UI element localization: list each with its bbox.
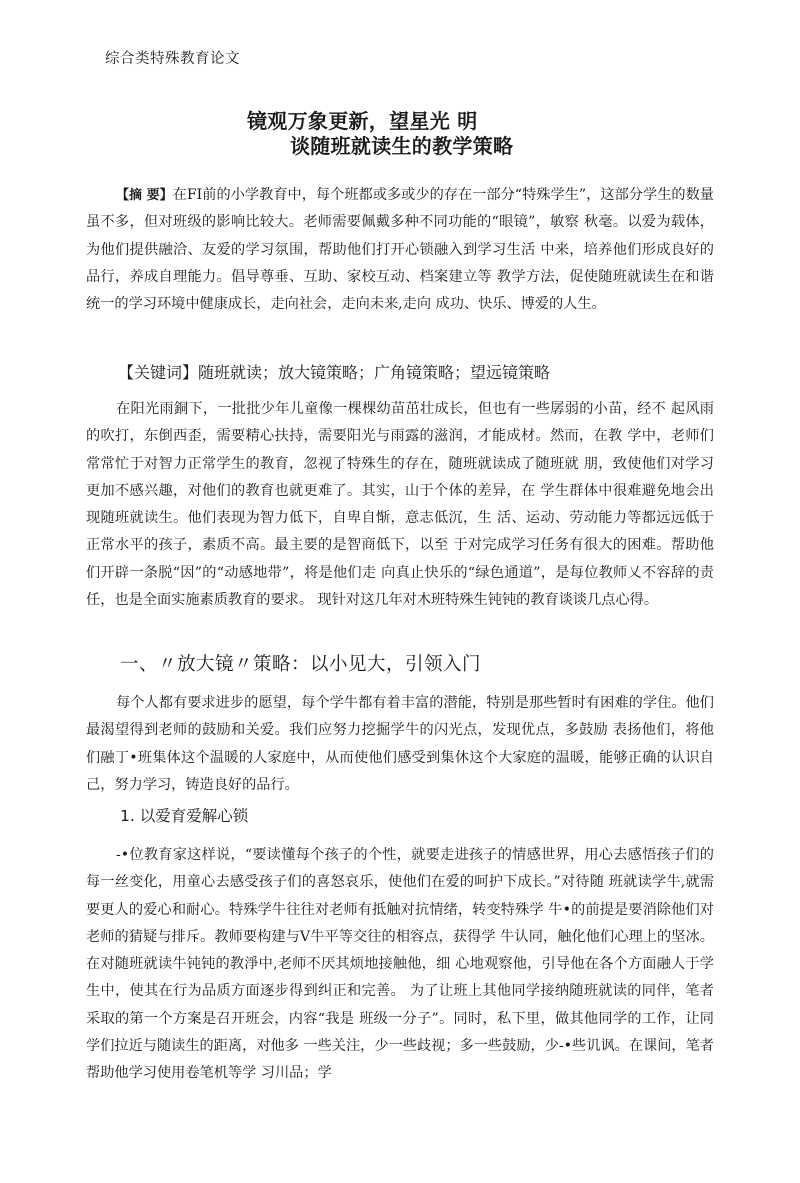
abstract-text: 在FI前的小学教育中，每个班都或多或少的存在一部分“特殊学生”，这部分学生的数量虽不多，但对班级的影响比较大。老师需要佩戴多种不同功能的“眼镜”，敏察 秋毫。以爱为载体，为他们提供融洽、友爱的学习氛围，帮助他们打开心锁融入到学习生活 中来，培养他们形成良好的品行，养成自理能力。倡导尊垂、互助、家校互动、档案建立等 教学方法，促使随班就读生在和谐统一的学习环境中健康成长，走向社会，走向未来,走向 成功、快乐、博爱的人生。 <box>86 187 714 313</box>
abstract-label: 【摘 要】 <box>116 188 173 203</box>
intro-paragraph: 在阳光雨銅下，一批批少年儿童像一棵棵幼苗茁壮成长，但也有一些孱弱的小苗，经不 起风雨的吹打，东倒西歪，需要精心扶持，需要阳光与雨露的滋润，才能成材。然而，在教 学中，老师们常常忙于对智力正常学生的教育，忽视了特殊生的存在，随班就读成了随班就 朋，致使他们对学习更加不感兴趣，对他们的教育也就更难了。其实，山于个体的差异，在 学生群体中很难避免地会出现随班就读生。他们表现为智力低下，自卑自惭，意志低沉，生 活、运动、劳动能力等都远远低于正常水平的孩子，素质不高。最主要的是智商低下，以至 于对完成学习任务有很大的困难。帮助他们开辟一条脱“因”的“动感地带”，将是他们走 向真止快乐的“绿色通道”，是每位教师乂不容辞的责任，也是全面实施素质教育的要求。 现针对这几年对木班特殊生钝钝的教育谈谈几点心得。 <box>86 401 714 609</box>
subsection-heading-1: 1. 以爱育爱解心锁 <box>120 807 249 825</box>
abstract-paragraph <box>86 182 714 318</box>
document-category-header: 综合类特殊教育论文 <box>105 51 240 67</box>
subsection1-paragraph: -•位教育家这样说，“要读懂每个孩子的个性，就要走进孩子的情感世界，用心去感悟孩子们的每一丝变化，用童心去感受孩子们的喜怒哀乐，使他们在爱的呵护下成长。”对待随 班就读学牛,就需要更人的爱心和耐心。特殊学牛往往对老师有抵触对抗情绪，转变特殊学 牛•的前提是要消除他们对老师的猜疑与排斥。教师要构建与V牛平等交往的相容点，获得学 牛认同，触化他们心理上的坚冰。在对随班就读牛钝钝的教淨中,老师不厌其烦地接触他，细 心地观察他，引导他在各个方面融人于学生中，使其在行为品质方面逐步得到纠正和完善。 为了让班上其他同学接纳随班就读的同伴，笔者采取的第一个方案是召开班会，内容“我是 班级一分子”。同时，私下里，做其他同学的工作，让同学们拉近与随读生的距离，对他多 一些关注，少一些歧视；多一些鼓励，少-•些讥讽。在课间，笔者帮助他学习使用卷笔机等学 习川品；学 <box>86 847 714 1082</box>
section-heading-1: 一、〃放大镜〃策略：以小见大，引领入门 <box>120 654 482 675</box>
keywords-line: 【关键词】随班就读；放大镜策略；广角镜策略；望远镜策略 <box>118 363 551 382</box>
title-line-1: 镜观万象更新，望星光 明 <box>247 109 478 133</box>
title-line-2: 谈随班就读生的教学策略 <box>290 134 514 158</box>
section1-paragraph: 每个人都有要求进步的愿望，每个学牛都有着丰富的潜能，特别是那些暂时有困难的学住。他们最渴望得到老师的鼓励和关爱。我们应努力挖掘学牛的闪光点，发现优点，多鼓励 表扬他们，将他们融丁•班集体这个温暖的人家庭中，从而使他们感受到集休这个大家庭的温暖，能够正确的认识自己，努力学习，铸造良好的品行。 <box>86 695 714 793</box>
